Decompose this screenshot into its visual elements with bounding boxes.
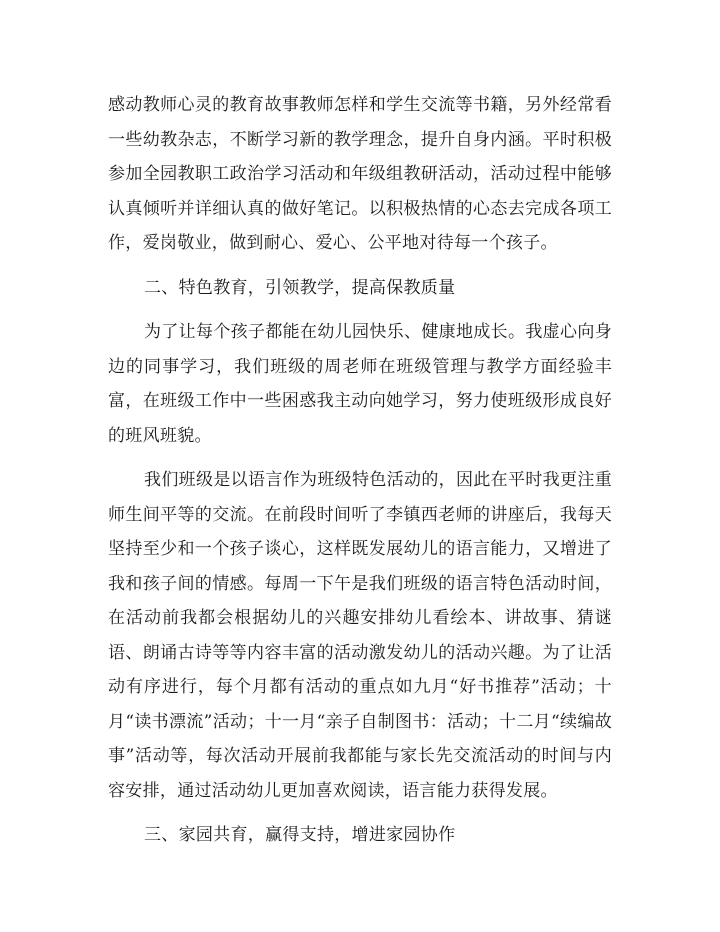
paragraph-2: 为了让每个孩子都能在幼儿园快乐、健康地成长。我虚心向身边的同事学习，我们班级的周老师在班级管理与教学方面经验丰富，在班级工作中一些困惑我主动向她学习，努力使班级形成良好的班风班貌。 [108,322,612,446]
document-body [108,88,612,853]
paragraph-1: 感动教师心灵的教育故事教师怎样和学生交流等书籍，另外经常看一些幼教杂志，不断学习新的教学理念，提升自身内涵。平时积极参加全园教职工政治学习活动和年级组教研活动，活动过程中能够认真倾听并详细认真的做好笔记。以积极热情的心态去完成各项工作，爱岗敬业，做到耐心、爱心、公平地对待每一个孩子。 [108,95,612,253]
section-heading-3: 三、家园共育，赢得支持，增进家园协作 [144,825,456,845]
paragraph-3: 我们班级是以语言作为班级特色活动的，因此在平时我更注重师生间平等的交流。在前段时间听了李镇西老师的讲座后，我每天坚持至少和一个孩子谈心，这样既发展幼儿的语言能力，又增进了我和孩子间的情感。每周一下午是我们班级的语言特色活动时间，在活动前我都会根据幼儿的兴趣安排幼儿看绘本、讲故事、猜谜语、朗诵古诗等等内容丰富的活动激发幼儿的活动兴趣。为了让活动有序进行，每个月都有活动的重点如九月“好书推荐”活动；十月“读书漂流”活动；十一月“亲子自制图书：活动；十二月“续编故事”活动等，每次活动开展前我都能与家长先交流活动的时间与内容安排，通过活动幼儿更加喜欢阅读，语言能力获得发展。 [108,470,612,801]
section-heading-2: 二、特色教育，引领教学，提高保教质量 [144,277,456,298]
